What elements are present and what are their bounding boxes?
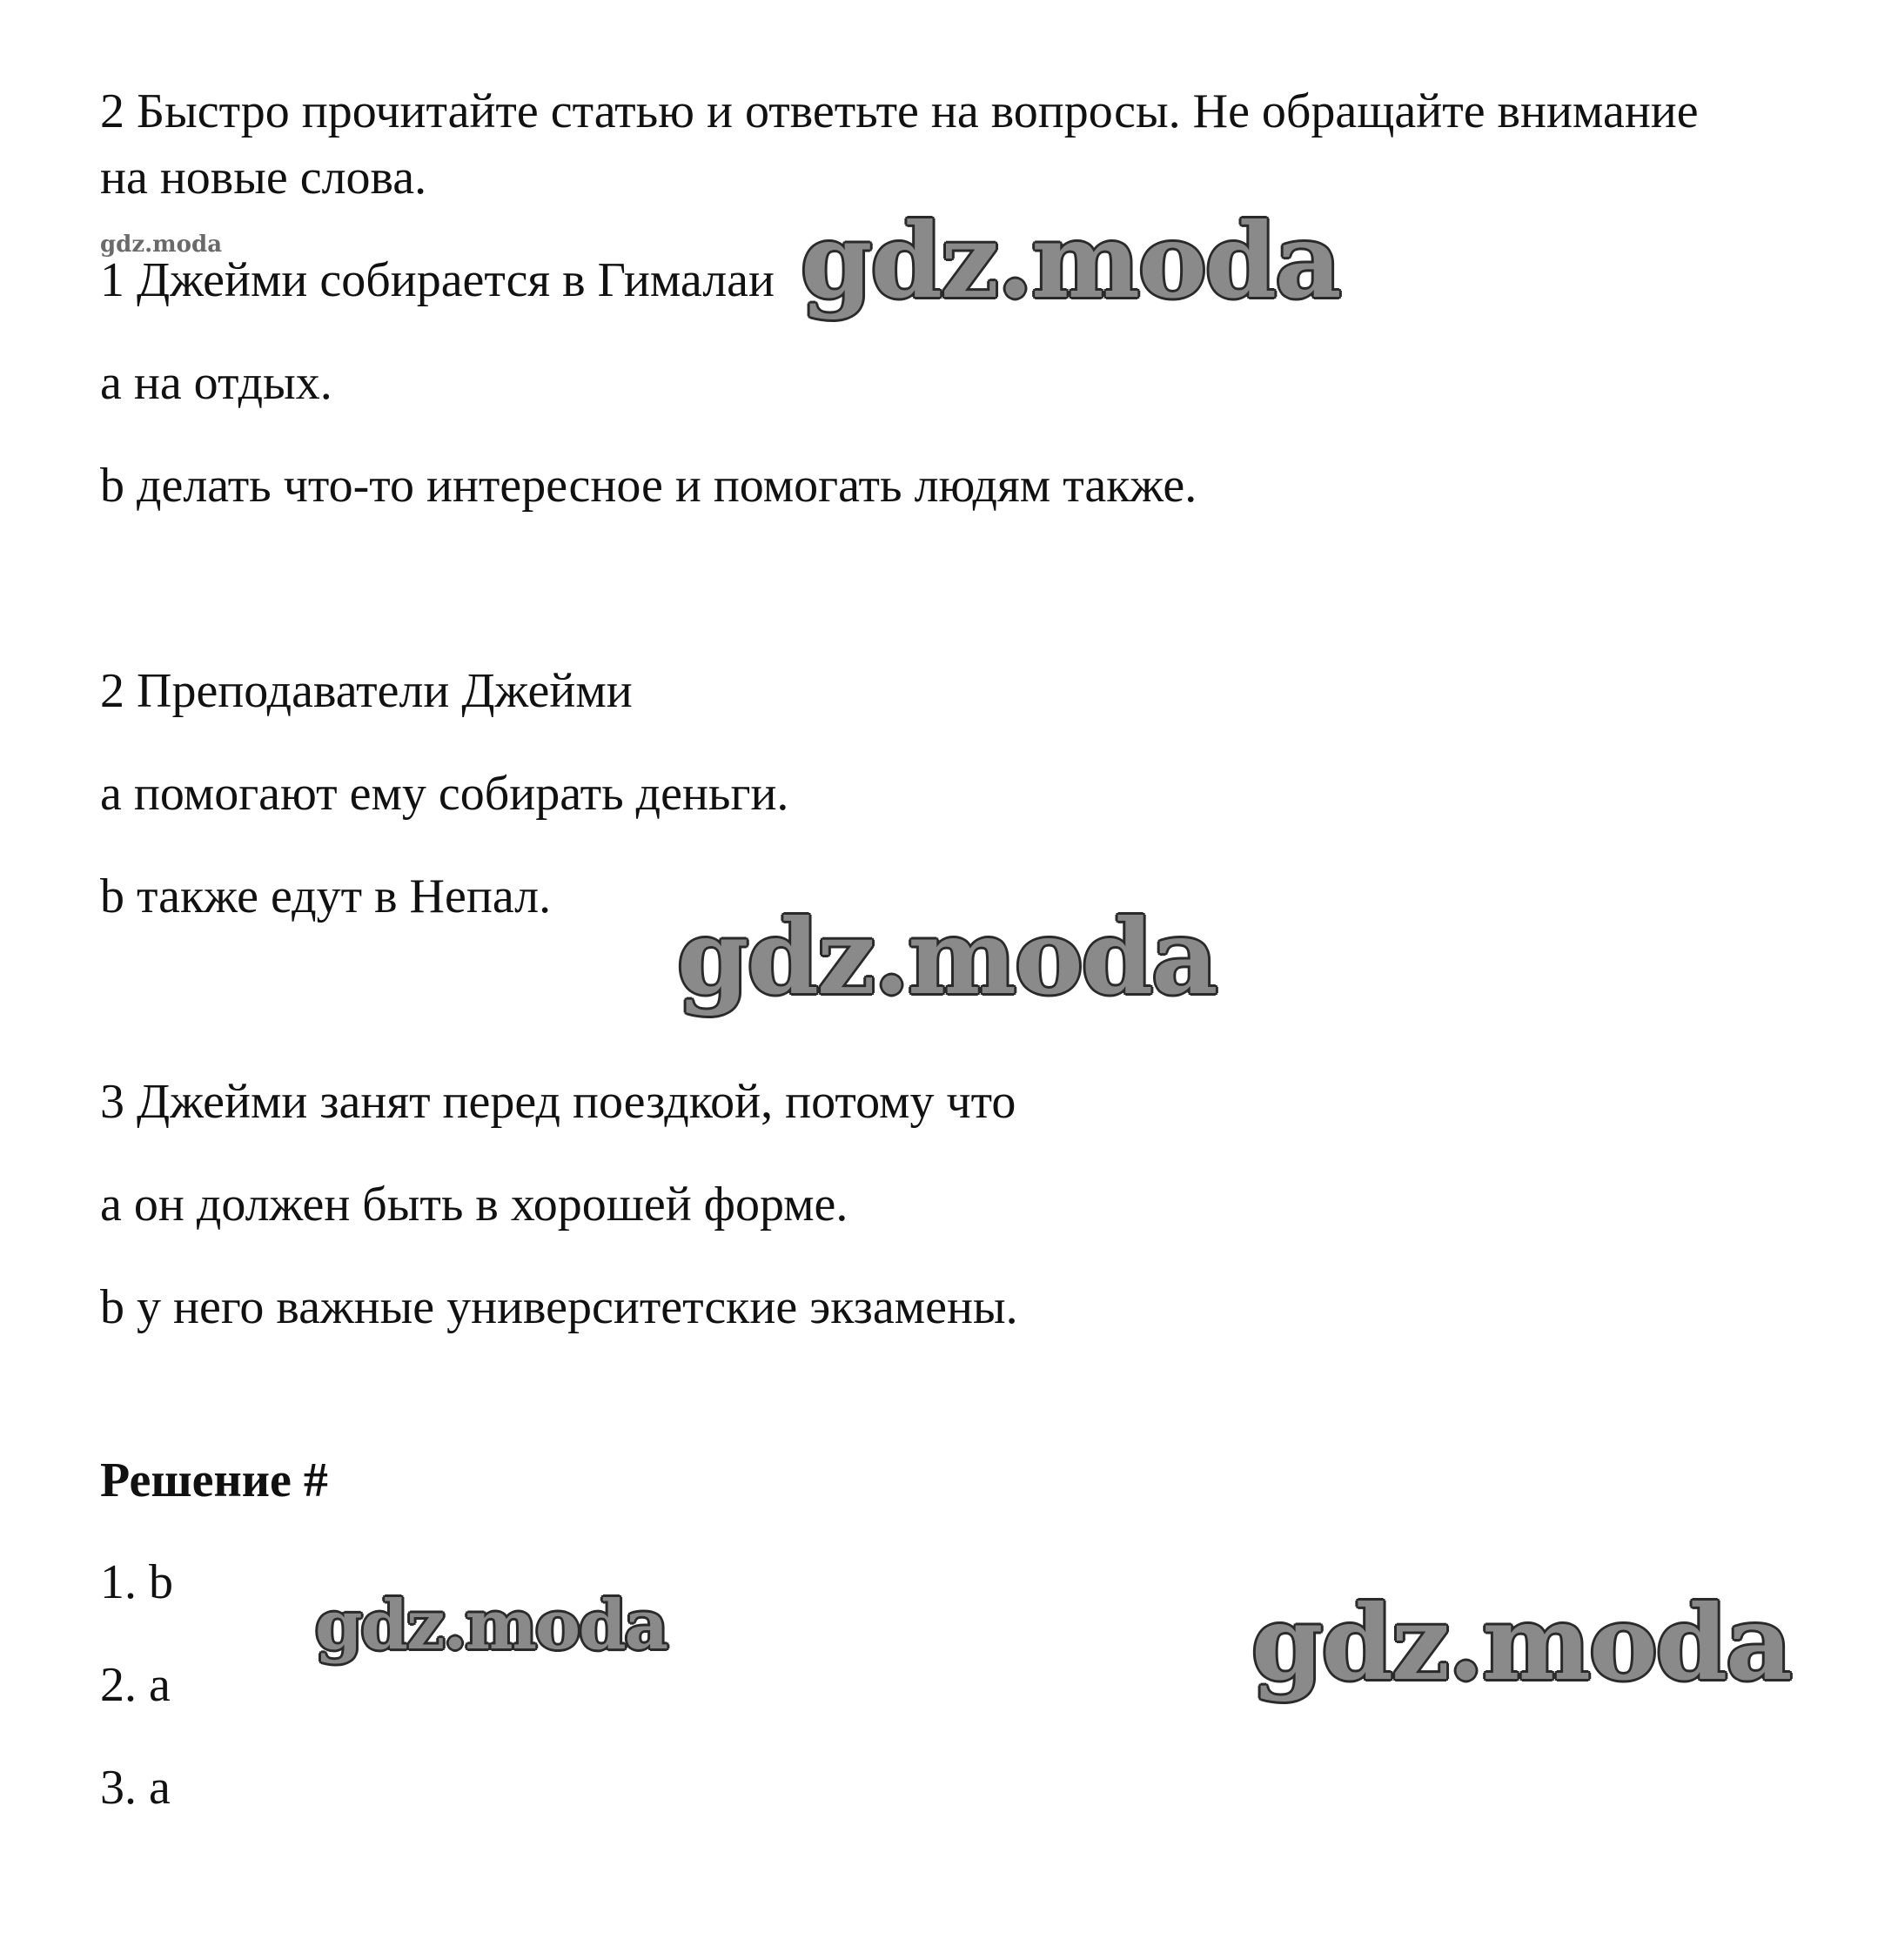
question-3-prompt: 3 Джейми занят перед поездкой, потому что (100, 1075, 1016, 1129)
task-heading-line-2: на новые слова. (100, 151, 427, 205)
watermark-small: gdz.moda (100, 232, 223, 258)
solution-answer-2: 2. a (100, 1658, 171, 1712)
task-heading-line-1: 2 Быстро прочитайте статью и ответьте на вопросы. Не обращайте внимание (100, 84, 1699, 138)
watermark-4: gdz.moda (1251, 1582, 1791, 1703)
question-2-prompt: 2 Преподаватели Джейми (100, 664, 633, 718)
question-3-option-a: a он должен быть в хорошей форме. (100, 1178, 848, 1232)
solution-title: Решение # (100, 1453, 328, 1507)
watermark-1: gdz.moda (801, 200, 1340, 321)
question-1-option-a: a на отдых. (100, 356, 332, 410)
question-1-prompt: 1 Джейми собирается в Гималаи (100, 253, 775, 307)
question-2-option-a: a помогают ему собирать деньги. (100, 767, 789, 821)
question-3-option-b: b у него важные университетские экзамены. (100, 1280, 1018, 1334)
question-2-option-b: b также едут в Непал. (100, 869, 552, 923)
solution-answer-1: 1. b (100, 1555, 173, 1609)
watermark-2: gdz.moda (677, 896, 1217, 1017)
solution-answer-3: 3. a (100, 1761, 171, 1815)
question-1-option-b: b делать что-то интересное и помогать людям также. (100, 459, 1197, 513)
watermark-3: gdz.moda (315, 1586, 667, 1665)
